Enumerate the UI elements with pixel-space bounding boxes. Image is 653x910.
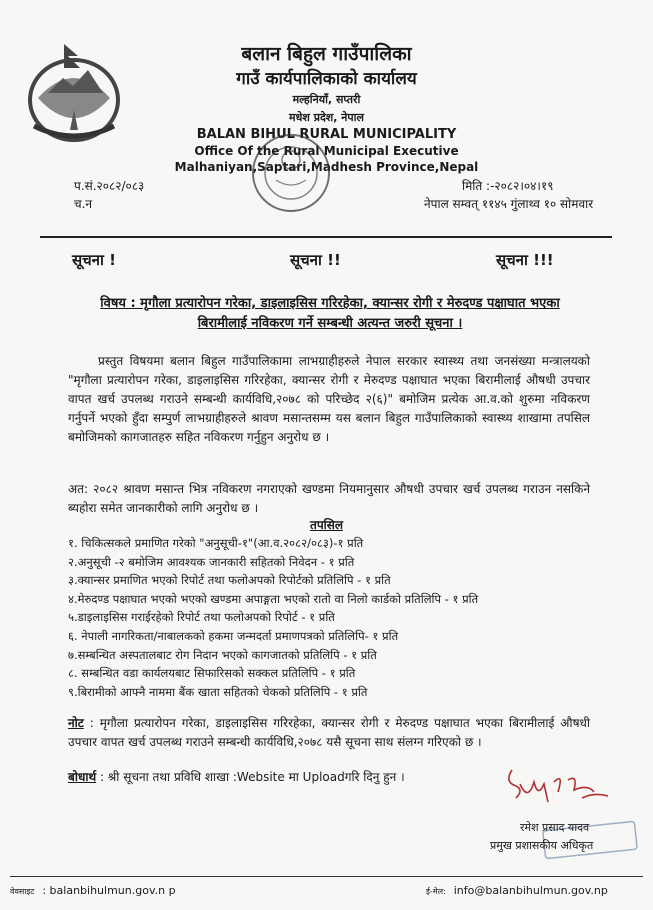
warning-paragraph: अत: २०८२ श्रावण मसान्त भित्र नविकरण नगराएको खण्डमा नियमानुसार औषधी उपचार खर्च उपलब्ध गराउन नसकिने ब्यहोरा समेत जानकारीको लागि अनुरोध छ । <box>68 482 590 515</box>
note-label: नोट <box>68 716 84 730</box>
office-seal-icon <box>248 130 334 216</box>
date-nepal-sambat: नेपाल सम्वत् ११४५ गुंलाथ्व १० सोमवार <box>424 197 594 211</box>
website-link[interactable]: : balanbihulmun.gov.n p <box>42 884 176 897</box>
purpose-text: : श्री सूचना तथा प्रविधि शाखा :Website मा Uploadगरि दिनु हुन । <box>96 770 405 784</box>
notice-label-1: सूचना ! <box>72 251 116 269</box>
footer-website <box>10 884 176 897</box>
header-divider <box>40 236 612 238</box>
website-label: वेवसाइट <box>10 887 35 896</box>
tapasil-heading: तपसिल <box>309 518 343 532</box>
office-title-np: गाउँ कार्यपालिकाको कार्यालय <box>236 69 417 89</box>
reference-block <box>74 177 144 213</box>
list-item: ९.बिरामीको आफ्नै नाममा बैंक खाता सहितको चेकको प्रतिलिपि - १ प्रति <box>68 684 368 699</box>
subject-line: विषय : मृगौला प्रत्यारोपन गरेका, डाइलाइसिस गरिरहेका, क्यान्सर रोगी र मेरुदण्ड पक्षाघात भएका बिरामीलाई नविकरण गर्ने सम्बन्धी अत्यन्त जरुरी सूचना । <box>100 296 560 331</box>
municipality-title-en: BALAN BIHUL RURAL MUNICIPALITY <box>196 127 457 142</box>
signatory-title: प्रमुख प्रशासकीय अधिकृत <box>490 839 594 852</box>
email-link[interactable]: info@balanbihulmun.gov.np <box>453 884 608 897</box>
province-np: मधेश प्रदेश, नेपाल <box>289 111 364 124</box>
list-item: ७.सम्बन्धित अस्पतालबाट रोग निदान भएको कागजातको प्रतिलिपि - १ प्रति <box>68 647 377 662</box>
municipality-title-np: बलान बिहुल गाउँपालिका <box>241 43 412 65</box>
purpose-label: बोधार्थ <box>68 770 97 784</box>
body-paragraph: प्रस्तुत विषयमा बलान बिहुल गाउँपालिकामा लाभग्राहीहरुले नेपाल सरकार स्वास्थ्य तथा जनसंख्या मन्त्रालयको "मृगौला प्रत्यारोपन गरेका, डाइलाइसिस गरिरहेका, क्यान्सर रोगी र मेरुदण्ड पक्षाघात भएका बिरामीलाई औषधी उपचार वापत खर्च उपलब्ध गराउने सम्बन्धी कार्यविधि,२०७८ को परिच्छेद २(६)" बमोजिम प्रत्येक आ.व.को शुरुमा नविकरण गर्नुपर्ने भएको हुँदा सम्पुर्ण लाभग्राहीहरुले श्रावण मसान्तसम्म यस बलान बिहुल गाउँपालिकाको स्वास्थ्य शाखामा तपसिल बमोजिमको कागजातहरु सहित नविकरण गर्नुहुन अनुरोध छ । <box>68 354 590 444</box>
reference-number: प.सं.२०८२/०८३ <box>74 179 145 193</box>
documents-list <box>68 534 608 701</box>
date-block <box>424 177 593 213</box>
list-item: २.अनुसूची -२ बमोजिम आवश्यक जानकारी सहितको निवेदन - १ प्रति <box>68 554 355 569</box>
notice-label-2: सूचना !! <box>290 251 341 269</box>
list-item: ८. सम्बन्धित वडा कार्यलयबाट सिफारिसको सक्कल प्रतिलिपि - १ प्रति <box>68 666 356 681</box>
date-bs: मिति :-२०८२।०४।१९ <box>462 179 554 193</box>
footer-email <box>426 884 608 897</box>
dispatch-number: च.न <box>74 197 93 211</box>
office-title-en: Office Of the Rural Municipal Executive <box>194 144 459 158</box>
list-item: १. चिकित्सकले प्रमाणित गरेको "अनुसूची-१"(आ.व.२०८२/०८३)-१ प्रति <box>68 536 364 550</box>
list-item: ६. नेपाली नागरिकता/नाबालकको हकमा जन्मदर्ता प्रमाणपत्रको प्रतिलिपि- १ प्रति <box>68 628 399 643</box>
email-label: ई-मेल: <box>426 887 446 896</box>
list-item: ४.मेरुदण्ड पक्षाघात भएको भएको खण्डमा अपाङ्गता भएको रातो वा निलो कार्डको प्रतिलिपि - १ प्रति <box>68 591 479 606</box>
location-np: मल्हनियाँ, सप्तरी <box>292 93 361 106</box>
purpose-line <box>68 768 405 786</box>
list-item: ५.डाइलाइसिस गराईरहेको रिपोर्ट तथा फलोअपको रिपोर्ट - १ प्रति <box>68 610 335 625</box>
footer-divider <box>10 876 643 877</box>
note-paragraph <box>68 714 590 752</box>
signature-icon <box>498 762 618 812</box>
address-en: Malhaniyan,Saptari,Madhesh Province,Nepal <box>174 160 479 174</box>
signatory-name: रमेश प्रसाद यादव <box>520 821 590 834</box>
note-text: : मृगौला प्रत्यारोपन गरेका, डाइलाइसिस गरिरहेका, क्यान्सर रोगी र मेरुदण्ड पक्षाघात भएका बिरामीलाई औषधी उपचार वापत खर्च उपलब्ध गराउने सम्बन्धी कार्यविधि,२०७८ यसै सूचना साथ संलग्न गरिएको छ । <box>68 716 590 749</box>
notice-label-3: सूचना !!! <box>496 251 554 269</box>
list-item: ३.क्यान्सर प्रमाणित भएको रिपोर्ट तथा फलोअपको रिपोर्टको प्रतिलिपि - १ प्रति <box>68 573 391 588</box>
